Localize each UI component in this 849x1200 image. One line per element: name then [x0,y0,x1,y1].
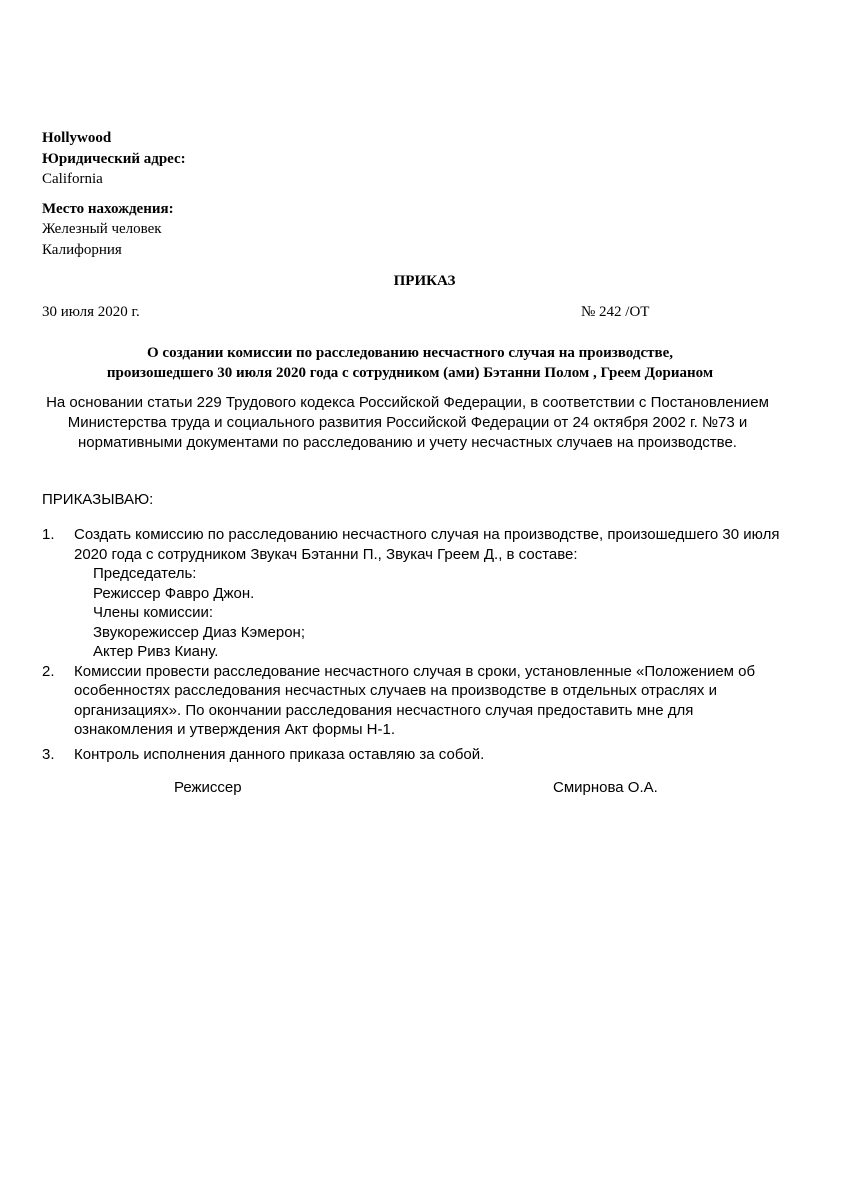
signature-role: Режиссер [174,779,242,796]
item-text: Контроль исполнения данного приказа оставляю за собой. [74,745,485,763]
signature-name: Смирнова О.А. [553,779,658,796]
item-text: Создать комиссию по расследованию несчастного случая на производстве, произошедшего 30 июля 2020 года с сотрудником Звукач Бэтанни П., Звукач Греем Д., в составе: [74,526,780,563]
member-2: Актер Ривз Киану. [93,643,219,660]
list-item [42,525,782,662]
members-label: Члены комиссии: [93,604,214,621]
order-date: 30 июля 2020 г. [42,304,140,320]
chairman-label: Председатель: [93,565,197,582]
location-label: Место нахождения: [42,200,174,217]
chairman: Режиссер Фавро Джон. [93,584,255,602]
member-1: Звукорежиссер Диаз Кэмерон; [93,623,305,641]
order-word: ПРИКАЗЫВАЮ: [42,491,154,508]
list-item [42,662,782,740]
order-number: № 242 /ОТ [581,304,650,320]
order-items [42,525,782,764]
item-text: Комиссии провести расследование несчастного случая в сроки, установленные «Положением об особенностях расследования несчастных случаев на производстве в отдельных отраслях и организациях». По окончании расследования несчастного случая предоставить мне для ознакомления и утверждения Акт формы Н-1. [74,662,756,738]
location-line-1: Железный человек [42,221,162,237]
list-item [42,745,782,765]
organization-block [42,128,186,260]
order-basis: На основании статьи 229 Трудового кодекса Российской Федерации, в соответствии с Постановлением Министерства труда и социального развития Российской Федерации от 24 октября 2002 г. №73 и нормативными документами по расследованию и учету несчастных случаев на производстве. [46,394,769,451]
organization-name: Hollywood [42,130,112,146]
legal-address-label: Юридический адрес: [42,150,186,167]
item-number: 3. [42,745,55,763]
item-number: 2. [42,662,55,680]
item-number: 1. [42,526,55,543]
spacer [42,190,186,199]
document-title: ПРИКАЗ [393,273,456,289]
subject-line-1: О создании комиссии по расследованию несчастного случая на производстве, [147,345,673,361]
order-subject [30,343,790,383]
location-line-2: Калифорния [42,241,122,258]
legal-address: California [42,171,103,187]
subject-line-2: произошедшего 30 июля 2020 года с сотрудником (ами) Бэтанни Полом , Греем Дорианом [106,365,714,381]
